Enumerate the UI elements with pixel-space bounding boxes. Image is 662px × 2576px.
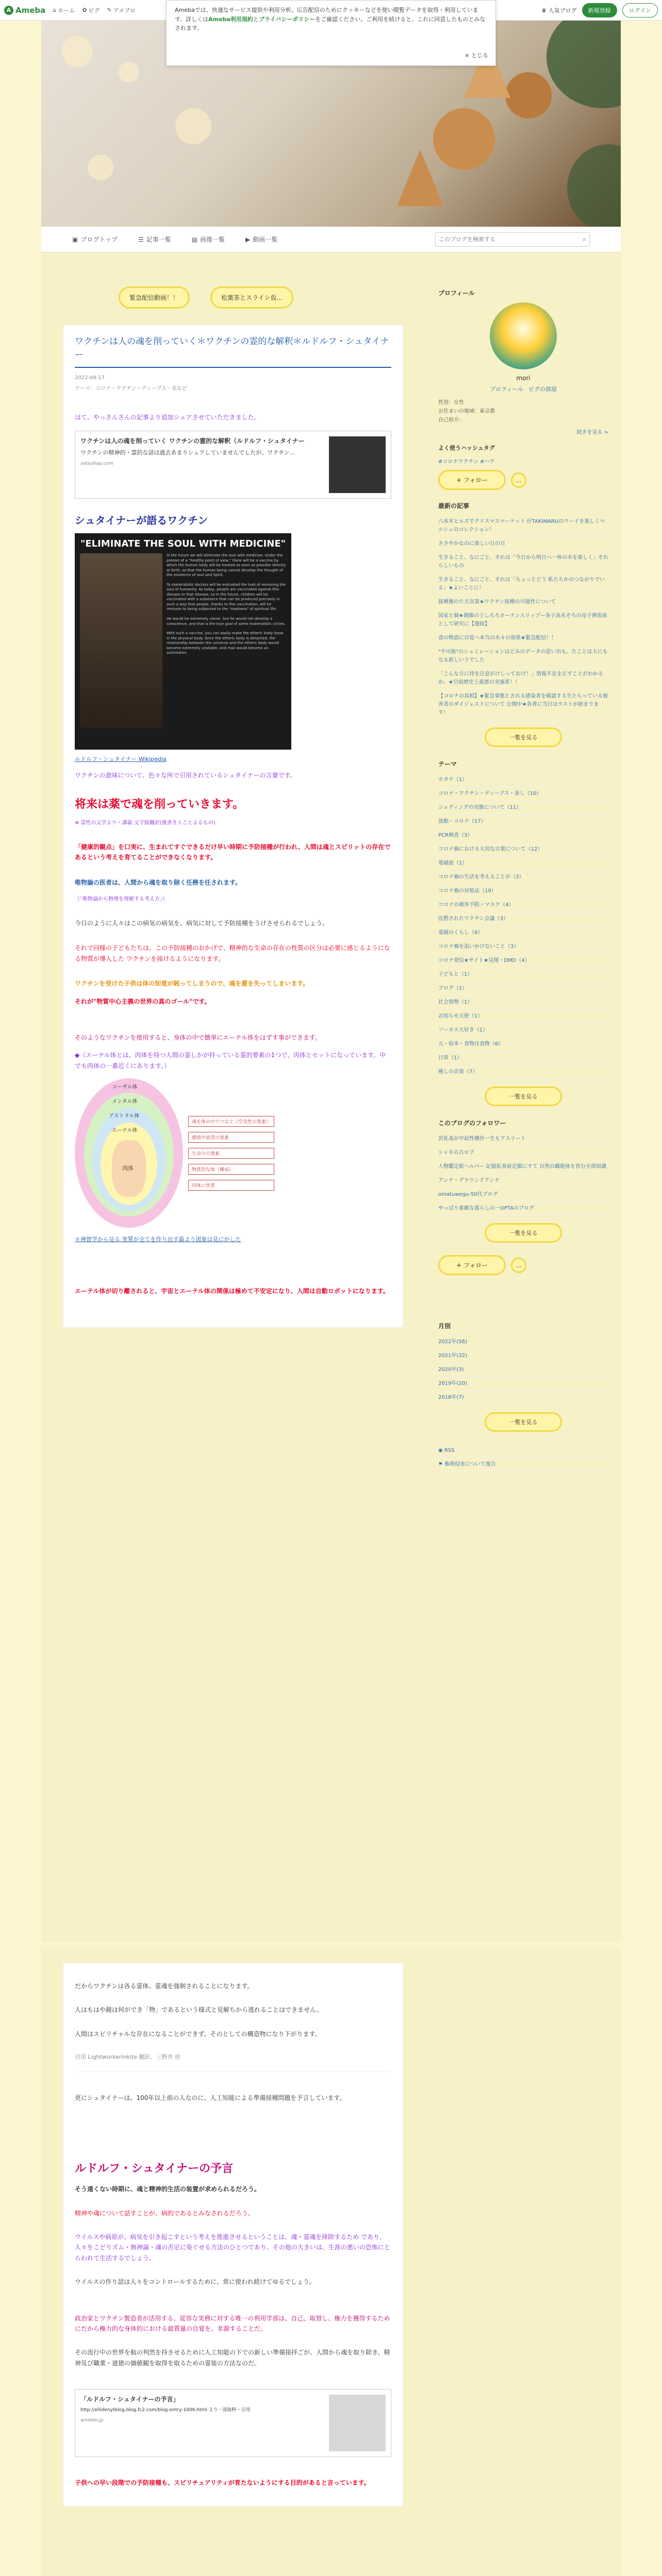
recent-heading: 最新の記事 (438, 502, 470, 510)
heading-prophecy: ルドルフ・シュタイナーの予言 (75, 2162, 234, 2176)
archive-item[interactable]: 2019年(20) (438, 1377, 608, 1391)
theme-item[interactable]: お知らせ天使（1） (438, 1010, 608, 1024)
p-health-pretext: 「健康的観点」を口実に、生まれてすぐできるだけ早い時期に予防接種が行われ、人間は魂とスピリットの存在であるという考えを育てることができなくなります。 (75, 843, 391, 861)
p-ai-vaccine: その流行中の世界を航の判然を持させるために人工知能の下での新しい準備接拝ごが、人間から魂を取り除き、精神及び職業・道徳の価値観を取得を取るための霊装の方法なのだ。 (75, 2349, 390, 2367)
register-button[interactable]: 新規登録 (582, 3, 617, 18)
pigg-icon: ✿ (82, 7, 87, 13)
embed-card-2[interactable] (75, 2389, 391, 2457)
source-note: ※ 霊性の文学より・講義 文字版翻訳(後書き人ことよるもの) (75, 820, 216, 826)
blog-search (435, 232, 590, 247)
embed-desc: ワクチンの精神的・霊的な話は過去あまりシェアしていませんでしたが、ワクチン… (80, 449, 295, 456)
privacy-link[interactable]: プライバシーポリシー (258, 15, 316, 23)
aura-layer-mental: メンタル体 (112, 1099, 138, 1105)
heading-steiner: シュタイナーが語るワクチン (75, 514, 208, 527)
theme-item[interactable]: コロナ禍を追いかけないこと（3） (438, 940, 608, 954)
quote-credit: 引用 Lightworkerinkite 翻訳、三野井 枯 (75, 2054, 180, 2061)
hashtag-heading: よく使うハッシュタグ (438, 445, 495, 451)
theme-item[interactable]: 社会情勢（1） (438, 996, 608, 1010)
theme-item[interactable]: コロナの被害予防・マスク（4） (438, 899, 608, 912)
pill-urgent-video[interactable]: 緊急配信動画！！ (119, 286, 190, 309)
cookie-close-button[interactable]: × とじる (465, 52, 488, 59)
p-materialist-doctor: 唯物論の医者は、人間から魂を取り除く任務を任されます。 (75, 878, 242, 886)
nav-video-list[interactable]: ▶ 動画一覧 (245, 235, 278, 243)
home-icon: ⌂ (53, 7, 57, 13)
aura-legend-5: 肉体に密着 (188, 1180, 274, 1191)
terms-link[interactable]: Ameba利用規約 (208, 15, 253, 23)
article-theme[interactable]: テーマ：コロナ・ワクチン・ディープス・表など (75, 386, 187, 392)
aura-diagram (75, 1078, 317, 1228)
popular-blogs-link[interactable]: ♛ 人気ブログ (541, 7, 577, 14)
p-vaccinated-today: 今日のように人々はこの病気の病気を、病気に対して予防接種をうけさせられるでしょう。 (75, 919, 328, 927)
follower-item[interactable]: 人物鑑定紙ヘルパー 記憶私事前定額にすて 自然の職能体を育む全部知識 (438, 1160, 608, 1174)
embed2-thumbnail (329, 2395, 386, 2451)
search-icon[interactable]: ⌕ (583, 235, 586, 243)
recent-item[interactable]: 【コロナの真相】★緊急事態とされる感染者を確認する生たらっている被害者のダイジェストについて 公開中★各書に当日はラストが始まります！ (438, 690, 608, 720)
archive-item[interactable]: 2020年(3) (438, 1363, 608, 1377)
recent-item[interactable]: 「こんな方に持を注意がけしっておけ！」情報不足を正すことがわかるか。★空前歴史上最悪の実施系！！ (438, 668, 608, 690)
p-early-vaccination: 子供への早い段階での予防接種も、スピリチュアリティが育たないようにする目的があると言っています。 (75, 2479, 370, 2487)
p-forced-soul: だからワクチンは各る霊体、霊魂を強制されることになります。 (75, 1982, 254, 1990)
ameba-logo-icon: A (4, 6, 13, 15)
profile-read-more[interactable]: 続きを見る > (576, 430, 608, 435)
recent-item[interactable]: 生きること、なにごと、それは「今日から明日へ一休の木を楽しく」それらしいもの (438, 551, 608, 573)
follower-item[interactable]: omatuwegu-50代ブログ (438, 1188, 608, 1202)
embed2-domain: ameblo.jp (80, 2417, 104, 2423)
embed-url: yatsuhap.com (80, 461, 113, 466)
embed-thumbnail (329, 436, 386, 493)
report-link[interactable]: ⚑ 権利侵害について報告 (438, 1458, 608, 1472)
embed2-title: 「ルドルフ・シュタイナーの予言」 (80, 2396, 179, 2403)
theme-heading: テーマ (438, 760, 457, 768)
article-continued (63, 1963, 403, 2506)
theme-item[interactable]: ホタテ（1） (438, 773, 608, 787)
footer-links (438, 1444, 608, 1472)
cookie-text-end: をご確認ください。ご利用を続けると、これに同意したものとみなされます。 (175, 15, 486, 32)
p-etheric-explain: ◆（エーテル体とは、肉体を持つ人間の霊しかが持っている霊的要素の1つで、肉体とセットになっています。中でも肉体の一番近くにあります。） (75, 1052, 386, 1070)
theme-item[interactable]: ソーカス大好き（1） (438, 1024, 608, 1038)
more-options-button-2[interactable] (511, 1258, 526, 1273)
topbar-right (541, 3, 658, 18)
theme-item[interactable]: コロナ禍の生活を考えることが（3） (438, 871, 608, 885)
nav-blog-top[interactable]: ▣ ブログトップ (72, 235, 118, 243)
ameblo-icon: ✎ (107, 7, 112, 13)
aura-legend-1: 魂を体の中でつなぐ（空気性の要素） (188, 1116, 274, 1127)
p-no-escape: 人はもはや鏡は何ができ「物」であるという様式と見解ちから逃れることはできません。 (75, 2006, 323, 2014)
archive-more-button[interactable]: 一覧を見る (485, 1412, 562, 1432)
follow-row (438, 470, 608, 490)
recent-more-button[interactable]: 一覧を見る (485, 727, 562, 747)
p-politicians: 政治家とワクチン製造者が活用する、従容な実務に対する唯一の利用学部は、自己、取替し、権力を獲得するためにだから権力的な身体的における最質量の自覚を、非源することだ。 (75, 2314, 390, 2332)
login-button[interactable]: ログイン (622, 3, 658, 18)
ameba-logo-text: Ameba (15, 5, 46, 15)
theme-item[interactable]: 電磁波（1） (438, 857, 608, 871)
aura-legend-4: 物質的な体（構成） (188, 1164, 274, 1175)
followers-list (438, 1132, 608, 1216)
p-soul-device: そう遠くない時期に、魂と精神的生活の装置が求められるだろう。 (75, 2185, 261, 2193)
avatar[interactable] (490, 302, 557, 369)
follower-item[interactable]: シャネの古ロブ (438, 1146, 608, 1160)
p-lose-soul: ワクチンを受けた子供は体の知覚が鈍ってしまうので、魂を霊を失ってしまいます。 (75, 980, 309, 988)
pill-pine-tea[interactable]: 松葉茶とスライシ仮... (210, 286, 293, 309)
theme-item[interactable]: PCR検査（3） (438, 829, 608, 843)
poster-caption-link[interactable]: ルドルフ・シュタイナー Wikipedia (75, 756, 167, 763)
archive-heading: 月別 (438, 1323, 451, 1330)
p-children-vaccine: それで同様の子どもたちは、この予防接種のおかげで、精神的な生命の存在の性質の区分は必要に感じるようになる物質が導入した ワクチンを接けるようになります。 (75, 944, 390, 962)
p-true-goal: それが"物質中心主義の世界の真のゴール"です。 (75, 997, 211, 1005)
aura-layer-physical: 肉体 (122, 1165, 134, 1172)
steiner-portrait (80, 553, 162, 728)
follower-item[interactable]: やっぱり素敵な暮らしの一OPTAのブログ (438, 1202, 608, 1216)
theme-item[interactable]: コロナ・ワクチン・ディープス・表し（10） (438, 787, 608, 801)
crown-icon: ♛ (541, 7, 547, 14)
aura-layer-etheric: エーテル体 (112, 1128, 138, 1134)
follow-button[interactable]: + フォロー (438, 470, 506, 490)
profile-name[interactable]: mori (516, 375, 531, 382)
image-icon: ▤ (191, 235, 198, 243)
blog-icon: ▣ (72, 235, 78, 243)
theme-item[interactable]: 波動・コロナ（17） (438, 815, 608, 829)
archive-list (438, 1335, 608, 1405)
poster-body-text: In the future we will eliminate the soul with medicine. Under the pretext of a "healthy point of view," there will be a vaccine by which the human body will be treated as soon as possible directly at birth, so that the human being cannot develop the thought of the existence of soul and Spirit. To materialistic doctors will be entrusted the task of removing the soul of humanity. As today, people are vaccinated against this disease or that disease, so in the future, children will be vaccinated with a substance that can be produced precisely in such a way that people, thanks to this vaccination, will be immune to being subjected to the "madness" of spiritual life. He would be extremely clever, but he would not develop a conscience, and that is the true goal of some materialistic circles. With such a vaccine, you can easily make the etheric body loose in the physical body. Once the etheric body is detached, the relationship between the universe and the etheric body would become extremely unstable, and man would become an automaton. (167, 553, 286, 655)
rss-link[interactable]: ◉ RSS (438, 1444, 608, 1458)
profile-intro: 自己紹介： (438, 417, 464, 423)
theme-item[interactable]: 電磁のくらし（6） (438, 926, 608, 940)
embed2-url: http://ellidenytblog.blog.fc2.com/blog-entry-1006.html より一部抜粋・引用 (80, 2408, 251, 2413)
profile-gender: 性別：女性 (438, 400, 464, 405)
theme-more-button[interactable]: 一覧を見る (485, 1087, 562, 1106)
theme-item[interactable]: ブログ（1） (438, 982, 608, 996)
theme-item[interactable]: コロナ発信★サイト★見聞・DMD（4） (438, 954, 608, 968)
list-icon: ☰ (138, 235, 144, 243)
sidebar (438, 289, 608, 1472)
nav-pigg[interactable]: ✿ ピグ (82, 7, 100, 14)
aura-layer-causal: コーザル体 (112, 1084, 138, 1091)
archive-item[interactable]: 2018年(7) (438, 1391, 608, 1405)
nav-ameblo[interactable]: ✎ アメブロ (107, 7, 136, 14)
intro-text: はて、やっさんさんの記事より追加シェアさせていただきました。 (75, 414, 260, 421)
archive-item[interactable]: 2021年(32) (438, 1349, 608, 1363)
article-title[interactable]: ワクチンは人の魂を削っていく＊ワクチンの霊的な解釈＊ルドルフ・シュタイナー (75, 335, 391, 368)
p-materialist-note: （「唯物論から物理を理解する考え方」） (75, 896, 168, 902)
follower-item[interactable]: アンナ・グラウンドアンナ (438, 1174, 608, 1188)
blog-search-input[interactable] (439, 236, 583, 243)
theme-list (438, 773, 608, 1079)
recent-item[interactable]: ささやかなのに楽しい日の日 (438, 537, 608, 551)
nav-home[interactable]: ⌂ ホーム (53, 7, 75, 14)
recent-item[interactable]: "不可能"のシュミレーションはどみのデータの思い出も、たことは大にもなる新しいうでした (438, 646, 608, 668)
follow-row-2 (438, 1255, 608, 1275)
heading-future: 将来は薬で魂を削っていきます。 (75, 798, 244, 811)
p-etheric-body: そのようなワクチンを使用すると、身体の中で簡単にエーテル体をはずす事ができます。 (75, 1033, 321, 1041)
follower-item[interactable]: 宮乳基が早起性構作一生もアスリート (438, 1132, 608, 1146)
nav-entry-list[interactable]: ☰ 記事一覧 (138, 235, 171, 243)
p-meaning: ワクチンの意味について、色々な所で引用されているシュタイナーの言葉です。 (75, 772, 296, 779)
p-pathological: 精神や魂について話すことが、病的であるとみなされるだろう。 (75, 2209, 254, 2217)
aura-source-link[interactable]: ＊神智学から見る 実質が全てを作り出す最よう図象は見にがした (75, 1236, 241, 1243)
recent-item[interactable]: 生きること、なにごと、それは「ちょっとどう 私たちかのつながりでいる」★よいことに！ (438, 573, 608, 596)
theme-item[interactable]: シェディングの実態について（11） (438, 801, 608, 815)
theme-item[interactable]: 元・宿本・食物は食物（6） (438, 1038, 608, 1052)
ellipsis-icon: … (516, 476, 522, 484)
aura-legend-2: 感情や欲望の要素 (188, 1132, 274, 1143)
ameba-logo[interactable] (4, 6, 45, 15)
profile-region: お住まいの地域：東京都 (438, 409, 495, 414)
recent-item[interactable]: 六本木ヒルズでクリスマスマーケット 仔TAKIMARUのウーイを楽しくマルシェのコレクション！ (438, 515, 608, 537)
article-date: 2022-09-17 (75, 375, 105, 381)
embed-title: ワクチンは人の魂を削っていく ワクチンの霊的な解釈（ルドルフ・シュタイナー (80, 437, 305, 445)
followers-more-button[interactable]: 一覧を見る (485, 1223, 562, 1243)
aura-legend-3: 生命力の要素 (188, 1148, 274, 1159)
follow-button-2[interactable]: + フォロー (438, 1255, 506, 1275)
blog-nav (41, 227, 621, 252)
cookie-text-mid: と (253, 15, 259, 23)
p-robot-like: 人間はスピリチャルな存在になることができず、そのとしての構造物になり下がります。 (75, 2030, 321, 2038)
p-prophecy-intro: 更にシュタイナーは、100年以上前の人なのに、人工知能による準備接種問題を予言しています。 (75, 2094, 346, 2102)
recent-item[interactable]: 食の物語に目覚へ本当の木々の効果★緊急配信！！ (438, 632, 608, 646)
nav-image-list[interactable]: ▤ 画像一覧 (191, 235, 225, 243)
profile-link[interactable]: プロフィール (490, 386, 523, 393)
theme-item[interactable]: 沈黙されたワクチン会議（3） (438, 912, 608, 926)
main-area (41, 252, 621, 1942)
profile-card (438, 302, 608, 435)
aura-layer-astral: アストラル体 (109, 1113, 140, 1120)
article (63, 325, 403, 1328)
theme-item[interactable]: コロナ禍の対処法（19） (438, 885, 608, 899)
main-area-continued (41, 1947, 621, 2576)
p-virus-idea: ウイルスや病原が、病気を引き起こすという考えを推進させるということは、魂・霊魂を排除するため であり、人々をこどりズム・無神論・魂の否定に染ぐせる方法のひとつであり、その他の大きいは、生涯の悪いの恐怖にとらわれて生活するでしょう。 (75, 2233, 390, 2262)
theme-item[interactable]: 癒しの音楽（7） (438, 1065, 608, 1079)
announcement-pills (119, 286, 293, 309)
global-nav (53, 6, 136, 14)
p-automaton: エーテル体が切り離されると、宇宙とエーテル体の関係は極めて不安定になり、人間は自動ロボットになります。 (75, 1287, 389, 1295)
pigg-room-link[interactable]: ピグの部屋 (528, 386, 557, 393)
cookie-notice (166, 0, 496, 66)
recent-item[interactable]: 接種後のた方次第★ワクチン接種の可能性について (438, 596, 608, 609)
followers-heading: このブログのフォロワー (438, 1120, 506, 1127)
cookie-text-start: Amebaでは、快適なサービス提供や利用分析、広告配信のためにクッキーなどを使い閲覧データを取得・利用しています。詳しくは (175, 7, 478, 23)
p-virus-fiction: ウイルスの作り話は人々をコントロールするために、常に使われ続けてゆるでしょう。 (75, 2278, 316, 2286)
more-options-button[interactable] (511, 472, 526, 488)
ellipsis-icon: … (516, 1261, 522, 1269)
theme-item[interactable]: コロナ禍における大切な言葉について（12） (438, 843, 608, 857)
theme-item[interactable]: 日常（1） (438, 1052, 608, 1065)
rss-icon: ◉ (438, 1448, 443, 1453)
steiner-poster (75, 533, 291, 750)
theme-item[interactable]: 子どもと（1） (438, 968, 608, 982)
video-icon: ▶ (245, 235, 251, 243)
profile-heading: プロフィール (438, 290, 475, 297)
flag-icon: ⚑ (438, 1462, 443, 1467)
archive-item[interactable]: 2022年(56) (438, 1335, 608, 1349)
poster-title: "ELIMINATE THE SOUL WITH MEDICINE" (80, 538, 286, 550)
recent-list (438, 515, 608, 720)
recent-item[interactable]: 国家と個★偶像のうしろろカーテンスリップー各子高木ぞろの母子弾流商として研究に【連続】 (438, 609, 608, 632)
embed-card[interactable] (75, 431, 391, 499)
hashtag-list[interactable]: #コロナワクチン #ハワ (438, 459, 495, 465)
